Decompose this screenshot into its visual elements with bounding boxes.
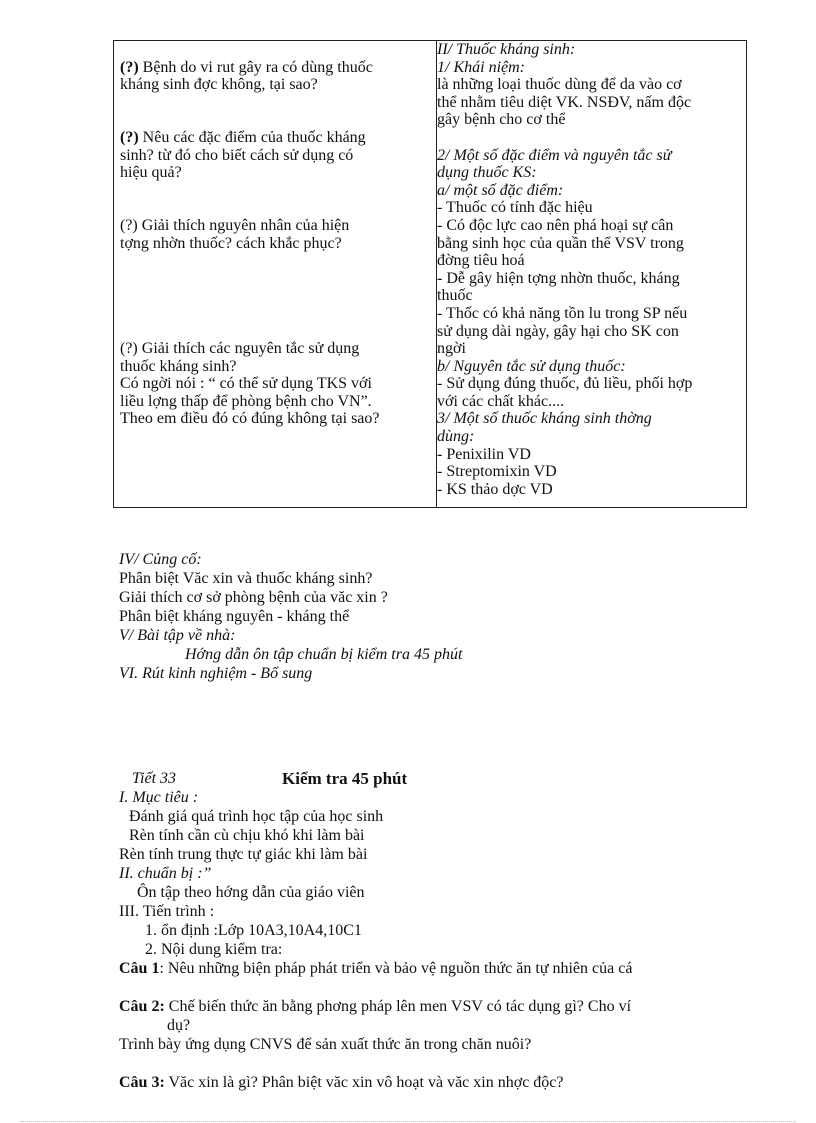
feature-item: - Có độc lực cao nên phá hoại sự cân (437, 216, 674, 234)
content-column (437, 41, 743, 498)
subheading-drugs-cont: dùng: (437, 428, 475, 446)
review-item: Phân biệt Văc xin và thuốc kháng sinh? (119, 570, 373, 587)
questions-column (120, 41, 430, 428)
subheading-features: 2/ Một số đặc điểm và nguyên tắc sử (437, 146, 672, 164)
exam-question-2b: Trình bày ứng dụng CNVS để sản xuất thức ăn trong chăn nuôi? (119, 1036, 532, 1053)
question-label: Câu 3: (119, 1074, 165, 1091)
question-4: (?) Giải thích các nguyên tắc sử dụng (120, 340, 360, 358)
question-label: Câu 2: (119, 998, 165, 1015)
objective-item: Đánh giá quá trình học tập của học sinh (129, 808, 384, 825)
drug-item: - Penixilin VD (437, 445, 531, 463)
feature-item: - Dễ gây hiện tợng nhờn thuốc, kháng (437, 269, 680, 287)
question-2-cont2: hiệu quả? (120, 164, 182, 182)
review-section (119, 550, 462, 683)
definition-line: là những loại thuốc dùng để da vào cơ (437, 76, 682, 94)
question-2-cont: sinh? từ đó cho biết cách sử dụng có (120, 146, 354, 164)
objectives-heading: I. Mục tiêu : (119, 789, 199, 806)
objective-item: Rèn tính cần cù chịu khó khi làm bài (129, 827, 365, 844)
principle-item-cont: với các chất khác.... (437, 392, 565, 410)
question-mark: (?) (120, 58, 139, 76)
question-mark: (?) (120, 128, 139, 146)
question-1: (?) Bệnh do vi rut gây ra có dùng thuốc (120, 58, 373, 76)
exam-question-2-cont: dụ? (167, 1017, 191, 1034)
objective-item: Rèn tính trung thực tự giác khi làm bài (119, 846, 368, 863)
question-5-cont: liều lợng thấp để phòng bệnh cho VN”. (120, 392, 372, 410)
homework-heading: V/ Bài tập về nhà: (119, 627, 236, 644)
question-3: (?) Giải thích nguyên nhân của hiện (120, 216, 350, 234)
question-2: (?) Nêu các đặc điểm của thuốc kháng (120, 128, 366, 146)
review-item: Phân biệt kháng nguyên - kháng thể (119, 608, 350, 625)
procedure-heading: III. Tiến trình : (119, 903, 215, 920)
question-3-cont: tợng nhờn thuốc? cách khắc phục? (120, 234, 342, 252)
experience-heading: VI. Rút kinh nghiệm - Bổ sung (119, 665, 313, 682)
question-5: Có ngời nói : “ có thể sử dụng TKS với (120, 375, 372, 393)
exam-title-row (119, 769, 759, 788)
subheading-features-cont: dụng thuốc KS: (437, 164, 537, 182)
feature-item: - Thuốc có tính đặc hiệu (437, 199, 593, 217)
review-item: Giải thích cơ sở phòng bệnh của văc xin ? (119, 589, 388, 606)
question-1-cont: kháng sinh đợc không, tại sao? (120, 76, 318, 94)
procedure-step: 2. Nội dung kiểm tra: (145, 941, 283, 958)
feature-item-cont: thuốc (437, 287, 473, 305)
page-bottom-rule (20, 1121, 796, 1122)
feature-item-cont: bằng sinh học của quần thể VSV trong (437, 234, 684, 252)
question-4-cont: thuốc kháng sinh? (120, 357, 237, 375)
homework-text: Hớng dẫn ôn tập chuẩn bị kiểm tra 45 phút (185, 646, 463, 663)
feature-item-cont: sử dụng dài ngày, gây hại cho SK con (437, 322, 679, 340)
definition-line: thể nhằm tiêu diệt VK. NSĐV, nấm độc (437, 93, 692, 111)
question-label: Câu 1 (119, 960, 160, 977)
feature-item: - Thốc có khả năng tồn lu trong SP nếu (437, 304, 688, 322)
drug-item: - KS thảo dợc VD (437, 480, 553, 498)
exam-title: Kiểm tra 45 phút (282, 769, 408, 788)
section-heading: II/ Thuốc kháng sinh: (437, 41, 576, 58)
preparation-heading: II. chuẩn bị :” (119, 865, 212, 882)
exam-question-2: Câu 2: Chế biến thức ăn bằng phơng pháp lên men VSV có tác dụng gì? Cho ví (119, 998, 632, 1015)
feature-item-cont: ngời (437, 340, 466, 358)
feature-item-cont: đờng tiêu hoá (437, 252, 525, 270)
lesson-table (113, 40, 747, 508)
question-5-cont2: Theo em điều đó có đúng không tại sao? (120, 410, 380, 428)
review-heading: IV/ Củng cố: (119, 551, 202, 568)
exam-question-3: Câu 3: Văc xin là gì? Phân biệt văc xin vô hoạt và văc xin nhợc độc? (119, 1074, 564, 1091)
subheading-concept: 1/ Khái niệm: (437, 58, 525, 76)
subheading-a: a/ một số đặc điểm: (437, 181, 564, 199)
exam-section (119, 769, 759, 1092)
principle-item: - Sử dụng đúng thuốc, đủ liều, phối hợp (437, 375, 693, 393)
subheading-b: b/ Nguyên tắc sử dụng thuốc: (437, 357, 626, 375)
subheading-drugs: 3/ Một số thuốc kháng sinh thờng (437, 410, 652, 428)
definition-line: gây bệnh cho cơ thể (437, 111, 566, 129)
exam-question-1: Câu 1: Nêu những biện pháp phát triển và bảo vệ nguồn thức ăn tự nhiên của cá (119, 960, 633, 977)
preparation-item: Ôn tập theo hớng dẫn của giáo viên (137, 884, 365, 901)
lesson-number: Tiết 33 (132, 770, 177, 787)
procedure-step: 1. ổn định :Lớp 10A3,10A4,10C1 (145, 922, 362, 939)
drug-item: - Streptomixin VD (437, 463, 557, 481)
